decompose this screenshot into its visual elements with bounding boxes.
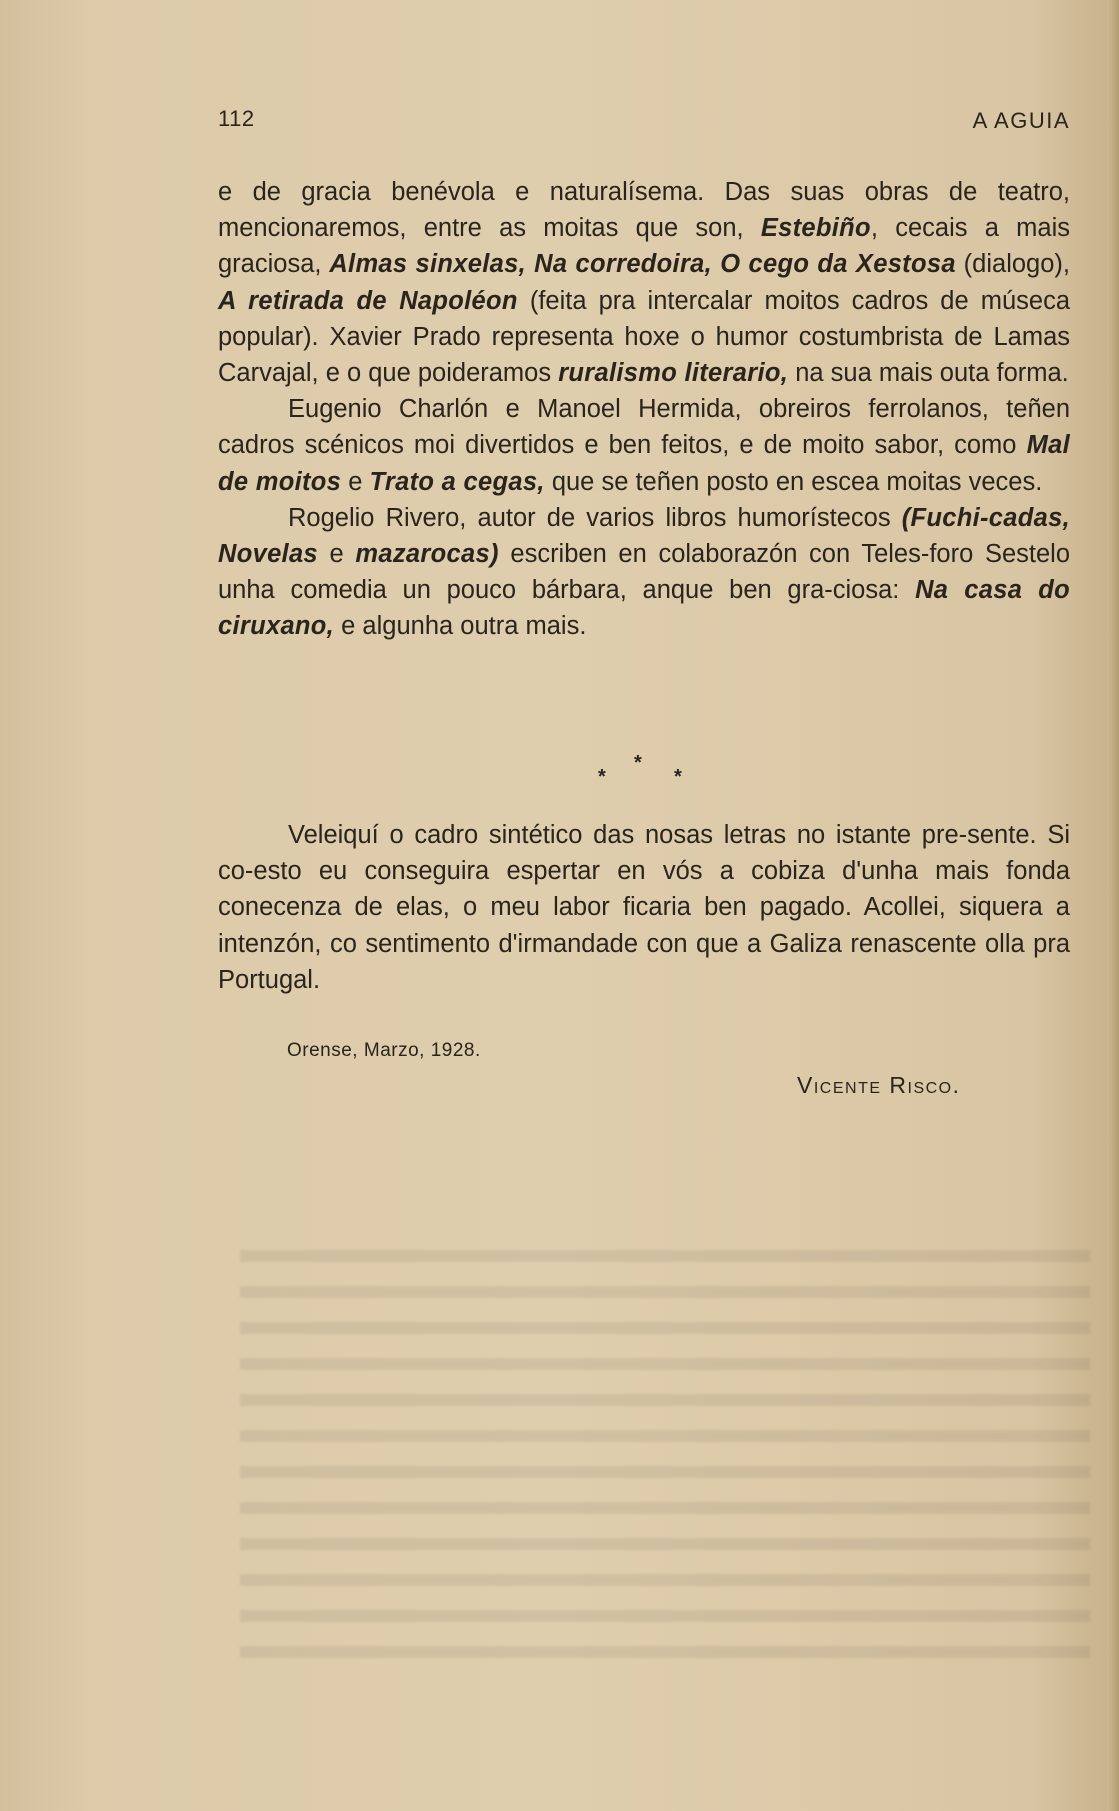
- text-run: Rogelio Rivero, autor de varios libros humorístecos: [288, 503, 902, 532]
- closing-paragraph: [218, 817, 1070, 998]
- page-edge: [1107, 0, 1119, 1811]
- text-run: e: [341, 467, 370, 496]
- italic-title: Na casa do ciruxano,: [218, 576, 1070, 641]
- text-run: escriben en colaborazón con Teles-foro Sestelo unha comedia un pouco bárbara, anque ben gra-ciosa:: [218, 540, 1070, 605]
- italic-title: Trato a cegas,: [369, 467, 545, 496]
- page-header: [218, 106, 1070, 140]
- asterisk: *: [674, 766, 682, 788]
- running-head: A AGUIA: [972, 108, 1070, 133]
- italic-title: Almas sinxelas, Na corredoira, O cego da Xestosa: [329, 250, 956, 279]
- text-run: , cecais a mais graciosa,: [218, 214, 1070, 279]
- page-number: 112: [218, 106, 255, 131]
- asterism-divider: [585, 752, 685, 792]
- text-run: que se teñen posto en escea moitas veces.: [544, 467, 1043, 496]
- body-text: [218, 174, 1070, 645]
- italic-title: ruralismo literario,: [558, 359, 789, 388]
- text-run: (dialogo),: [955, 250, 1070, 279]
- text-run: e de gracia benévola e naturalísema. Das suas obras de teatro, mencionaremos, entre as moitas que son,: [218, 178, 1070, 243]
- asterisk: *: [598, 766, 606, 788]
- text-run: na sua mais outa forma.: [788, 359, 1069, 388]
- asterisk: *: [634, 752, 642, 774]
- text-run: (feita pra intercalar moitos cadros de múseca popular). Xavier Prado representa hoxe o humor costumbrista de Lamas Carvajal, e o que poideramos: [218, 286, 1070, 388]
- show-through-texture: [240, 1250, 1090, 1670]
- paragraph: Veleiquí o cadro sintético das nosas letras no istante pre-sente. Si co-esto eu conseguira espertar en vós a cobiza d'unha mais fonda conecenza de elas, o meu labor ficaria ben pagado. Acollei, siquera a intenzón, co sentimento d'irmandade con que a Galiza renascente olla pra Portugal.: [218, 821, 1070, 994]
- italic-title: mazarocas): [355, 540, 499, 569]
- paragraph: [218, 174, 1070, 391]
- text-run: e algunha outra mais.: [334, 612, 587, 641]
- paragraph: [218, 391, 1070, 500]
- italic-title: Estebiño: [760, 214, 871, 243]
- author-signature: Vicente Risco.: [797, 1072, 961, 1098]
- dateline: Orense, Marzo, 1928.: [287, 1040, 481, 1061]
- italic-title: Mal de moitos: [218, 431, 1070, 496]
- text-run: Eugenio Charlón e Manoel Hermida, obreiros ferrolanos, teñen cadros scénicos moi divertidos e ben feitos, e de moito sabor, como: [218, 395, 1070, 460]
- text-run: e: [317, 540, 356, 569]
- italic-title: A retirada de Napoléon: [218, 286, 518, 315]
- italic-title: (Fuchi-cadas, Novelas: [218, 503, 1070, 569]
- paragraph: [218, 500, 1070, 645]
